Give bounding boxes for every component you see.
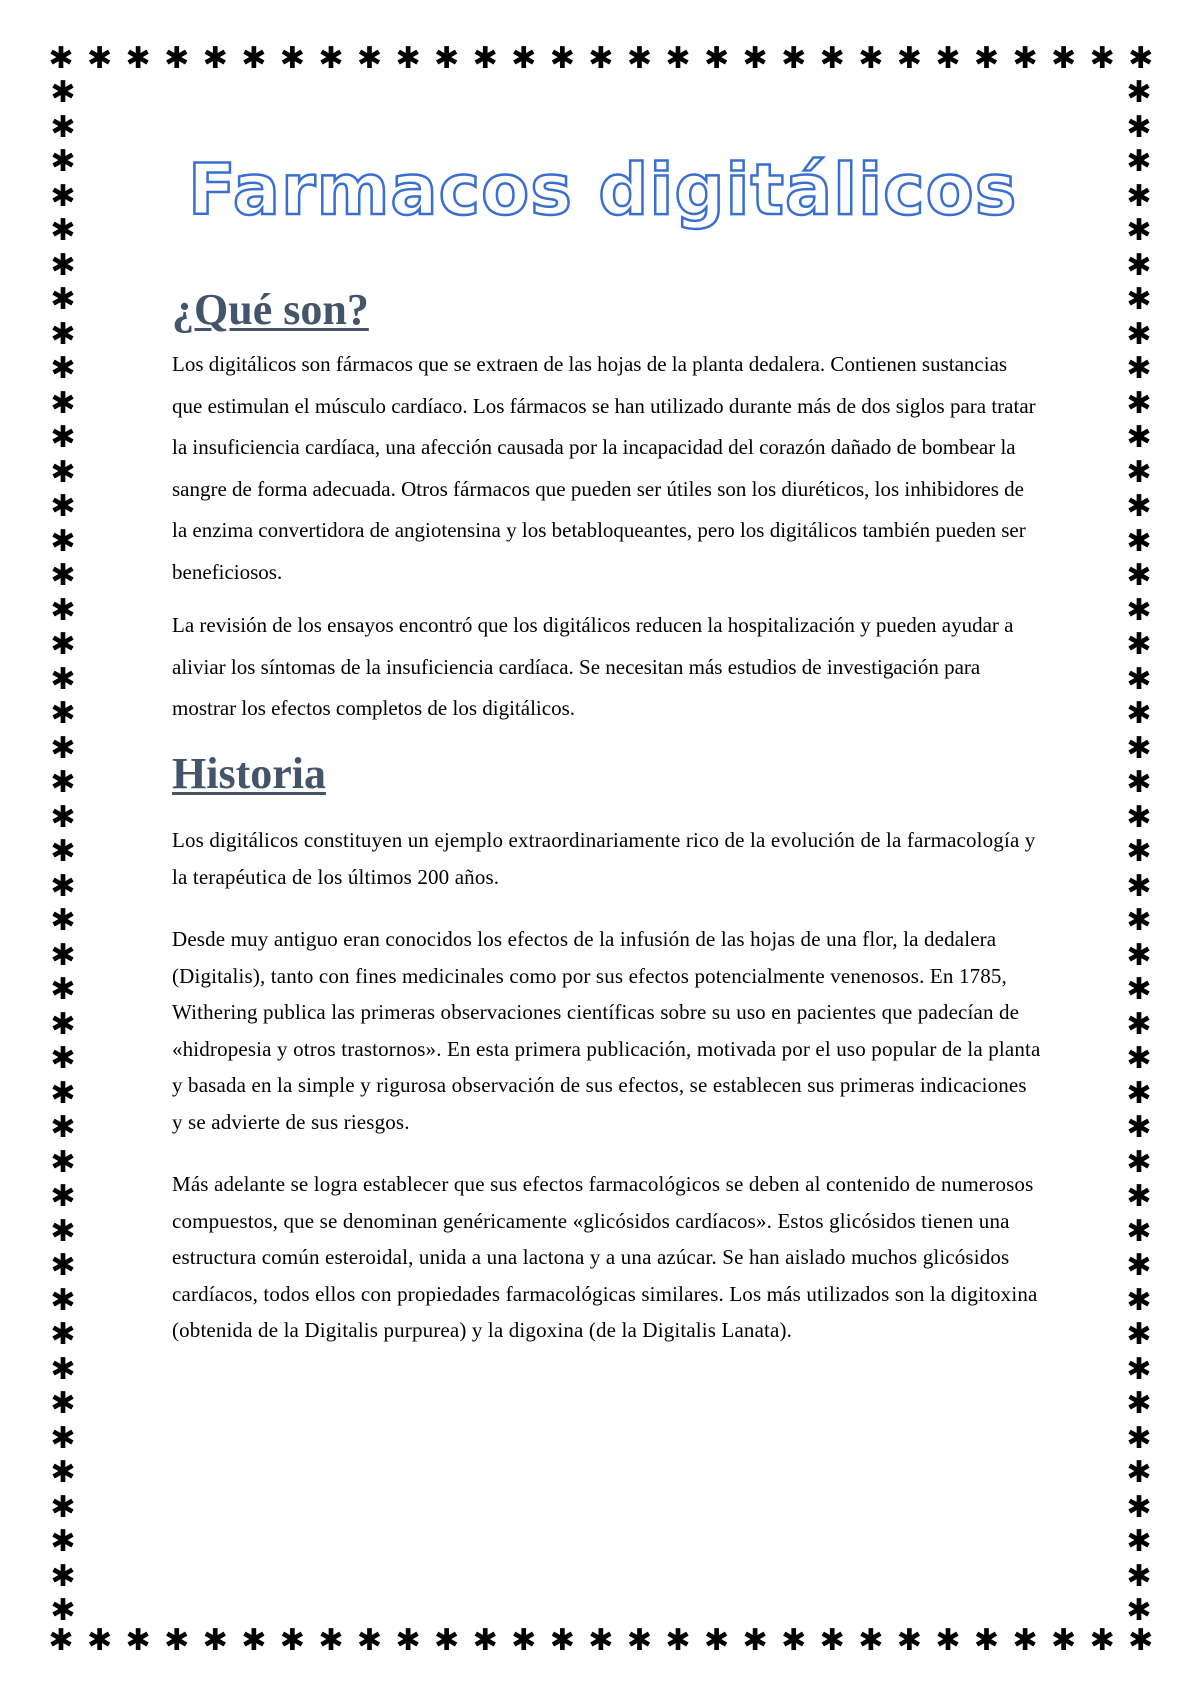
border-asterisk-icon: ✱ xyxy=(665,41,691,76)
border-asterisk-icon: ✱ xyxy=(318,41,344,76)
border-asterisk-icon: ✱ xyxy=(50,1420,76,1456)
border-asterisk-icon: ✱ xyxy=(1126,1524,1152,1559)
border-asterisk-icon: ✱ xyxy=(395,1623,421,1658)
border-asterisk-icon: ✱ xyxy=(434,1623,460,1658)
border-asterisk-icon: ✱ xyxy=(896,1623,922,1658)
border-asterisk-icon: ✱ xyxy=(1126,834,1152,869)
border-asterisk-icon: ✱ xyxy=(50,1248,76,1283)
border-asterisk-icon: ✱ xyxy=(50,1006,76,1042)
border-asterisk-icon: ✱ xyxy=(1126,489,1152,524)
border-asterisk-icon: ✱ xyxy=(1126,247,1152,283)
border-asterisk-icon: ✱ xyxy=(1126,213,1152,248)
border-asterisk-icon: ✱ xyxy=(395,41,421,76)
border-asterisk-icon: ✱ xyxy=(50,109,76,145)
border-asterisk-icon: ✱ xyxy=(50,661,76,697)
border-asterisk-icon: ✱ xyxy=(50,937,76,973)
border-asterisk-icon: ✱ xyxy=(50,1351,76,1387)
border-asterisk-icon: ✱ xyxy=(50,523,76,559)
border-asterisk-icon: ✱ xyxy=(1126,1041,1152,1076)
border-asterisk-icon: ✱ xyxy=(1128,1623,1154,1658)
border-asterisk-icon: ✱ xyxy=(1126,1593,1152,1628)
paragraph: Los digitálicos constituyen un ejemplo extraordinariamente rico de la evolución de la farmacología y la terapéutica de los últimos 200 años. xyxy=(172,828,1036,889)
paragraph: Desde muy antiguo eran conocidos los efectos de la infusión de las hojas de una flor, la dedalera (Digitalis), tanto con fines medicinales como por sus efectos potencialmente venenosos. En 1785, Withering publica las primeras observaciones científicas sobre su uso en pacientes que padecían de «hidropesia y otros trastornos». En esta primera publicación, motivada por el uso popular de la planta y basada en la simple y rigurosa observación de sus efectos, se establecen sus primeras indicaciones y se advierte de sus riesgos. xyxy=(172,927,1041,1134)
border-asterisk-icon: ✱ xyxy=(1126,1489,1152,1525)
border-asterisk-icon: ✱ xyxy=(1126,1282,1152,1318)
border-asterisk-icon: ✱ xyxy=(318,1623,344,1658)
border-asterisk-icon: ✱ xyxy=(50,1213,76,1249)
border-asterisk-icon: ✱ xyxy=(1126,1006,1152,1042)
page-border-top xyxy=(46,41,1156,78)
border-asterisk-icon: ✱ xyxy=(1126,144,1152,179)
border-asterisk-icon: ✱ xyxy=(858,1623,884,1658)
border-asterisk-icon: ✱ xyxy=(973,1623,1000,1658)
border-asterisk-icon: ✱ xyxy=(50,834,76,869)
border-asterisk-icon: ✱ xyxy=(50,1110,76,1145)
border-asterisk-icon: ✱ xyxy=(164,1623,190,1658)
border-asterisk-icon: ✱ xyxy=(50,1558,76,1594)
border-asterisk-icon: ✱ xyxy=(1126,627,1152,662)
border-asterisk-icon: ✱ xyxy=(50,1317,76,1352)
border-asterisk-icon: ✱ xyxy=(1126,1213,1152,1249)
border-asterisk-icon: ✱ xyxy=(511,1623,537,1658)
border-asterisk-icon: ✱ xyxy=(1126,1420,1152,1456)
border-asterisk-icon: ✱ xyxy=(50,972,76,1007)
border-asterisk-icon: ✱ xyxy=(665,1623,691,1658)
border-asterisk-icon: ✱ xyxy=(86,41,113,76)
border-asterisk-icon: ✱ xyxy=(50,213,76,248)
border-asterisk-icon: ✱ xyxy=(472,1623,498,1658)
border-asterisk-icon: ✱ xyxy=(50,730,76,766)
border-asterisk-icon: ✱ xyxy=(50,1455,76,1490)
border-asterisk-icon: ✱ xyxy=(50,1179,76,1214)
border-asterisk-icon: ✱ xyxy=(202,1623,228,1658)
border-asterisk-icon: ✱ xyxy=(896,41,922,76)
border-asterisk-icon: ✱ xyxy=(1126,972,1152,1007)
border-asterisk-icon: ✱ xyxy=(50,1075,76,1111)
border-asterisk-icon: ✱ xyxy=(50,489,76,524)
border-asterisk-icon: ✱ xyxy=(241,1623,267,1658)
border-asterisk-icon: ✱ xyxy=(1126,109,1152,145)
border-asterisk-icon: ✱ xyxy=(50,1386,76,1421)
border-asterisk-icon: ✱ xyxy=(356,1623,383,1658)
border-asterisk-icon: ✱ xyxy=(50,627,76,662)
border-asterisk-icon: ✱ xyxy=(1126,661,1152,697)
border-asterisk-icon: ✱ xyxy=(202,41,228,76)
border-asterisk-icon: ✱ xyxy=(1126,903,1152,938)
border-asterisk-icon: ✱ xyxy=(1126,1075,1152,1111)
border-asterisk-icon: ✱ xyxy=(50,1593,76,1628)
border-asterisk-icon: ✱ xyxy=(1126,1144,1152,1180)
border-asterisk-icon: ✱ xyxy=(48,41,74,76)
border-asterisk-icon: ✱ xyxy=(781,1623,807,1658)
border-asterisk-icon: ✱ xyxy=(356,41,383,76)
border-asterisk-icon: ✱ xyxy=(1089,1623,1115,1658)
border-asterisk-icon: ✱ xyxy=(472,41,498,76)
border-asterisk-icon: ✱ xyxy=(279,41,305,76)
paragraph: Los digitálicos son fármacos que se extraen de las hojas de la planta dedalera. Contienen sustancias que estimulan el músculo cardíaco. Los fármacos se han utilizado durante más de dos siglos para tratar la insuficiencia cardíaca, una afección causada por la incapacidad del corazón dañado de bombear la sangre de forma adecuada. Otros fármacos que pueden ser útiles son los diuréticos, los inhibidores de la enzima convertidora de angiotensina y los betabloqueantes, pero los digitálicos también pueden ser beneficiosos. xyxy=(172,352,1036,584)
border-asterisk-icon: ✱ xyxy=(1126,178,1152,214)
border-asterisk-icon: ✱ xyxy=(50,903,76,938)
border-asterisk-icon: ✱ xyxy=(50,247,76,283)
border-asterisk-icon: ✱ xyxy=(1089,41,1115,76)
border-asterisk-icon: ✱ xyxy=(50,1282,76,1318)
border-asterisk-icon: ✱ xyxy=(1126,592,1152,628)
border-asterisk-icon: ✱ xyxy=(858,41,884,76)
border-asterisk-icon: ✱ xyxy=(50,420,76,455)
paragraph: Más adelante se logra establecer que sus efectos farmacológicos se deben al contenido de numerosos compuestos, que se denominan genéricamente «glicósidos cardíacos». Estos glicósidos tienen una estructura común esteroidal, unida a una lactona y a una azúcar. Se han aislado muchos glicósidos cardíacos, todos ellos con propiedades farmacológicas similares. Los más utilizados son la digitoxina (obtenida de la Digitalis purpurea) y la digoxina (de la Digitalis Lanata). xyxy=(172,1172,1038,1343)
border-asterisk-icon: ✱ xyxy=(588,1623,614,1658)
border-asterisk-icon: ✱ xyxy=(1126,730,1152,766)
border-asterisk-icon: ✱ xyxy=(1126,868,1152,904)
border-asterisk-icon: ✱ xyxy=(50,868,76,904)
border-asterisk-icon: ✱ xyxy=(48,1623,74,1658)
border-asterisk-icon: ✱ xyxy=(50,178,76,214)
border-asterisk-icon: ✱ xyxy=(1126,1558,1152,1594)
border-asterisk-icon: ✱ xyxy=(1126,1386,1152,1421)
border-asterisk-icon: ✱ xyxy=(1126,282,1152,317)
border-asterisk-icon: ✱ xyxy=(1051,1623,1077,1658)
border-asterisk-icon: ✱ xyxy=(973,41,1000,76)
border-asterisk-icon: ✱ xyxy=(742,1623,768,1658)
border-asterisk-icon: ✱ xyxy=(50,1144,76,1180)
border-asterisk-icon: ✱ xyxy=(279,1623,305,1658)
border-asterisk-icon: ✱ xyxy=(1126,1248,1152,1283)
border-asterisk-icon: ✱ xyxy=(1126,1110,1152,1145)
border-asterisk-icon: ✱ xyxy=(1126,1179,1152,1214)
border-asterisk-icon: ✱ xyxy=(1012,1623,1038,1658)
border-asterisk-icon: ✱ xyxy=(703,41,730,76)
border-asterisk-icon: ✱ xyxy=(241,41,267,76)
border-asterisk-icon: ✱ xyxy=(50,144,76,179)
border-asterisk-icon: ✱ xyxy=(819,1623,845,1658)
border-asterisk-icon: ✱ xyxy=(1126,1317,1152,1352)
page-border-bottom xyxy=(46,1623,1156,1660)
border-asterisk-icon: ✱ xyxy=(50,454,76,490)
border-asterisk-icon: ✱ xyxy=(1012,41,1038,76)
page-border-right xyxy=(1122,75,1156,1628)
border-asterisk-icon: ✱ xyxy=(50,385,76,421)
border-asterisk-icon: ✱ xyxy=(549,41,575,76)
border-asterisk-icon: ✱ xyxy=(742,41,768,76)
border-asterisk-icon: ✱ xyxy=(1126,75,1152,110)
border-asterisk-icon: ✱ xyxy=(935,41,961,76)
border-asterisk-icon: ✱ xyxy=(125,1623,151,1658)
border-asterisk-icon: ✱ xyxy=(50,558,76,593)
border-asterisk-icon: ✱ xyxy=(50,799,76,835)
border-asterisk-icon: ✱ xyxy=(703,1623,730,1658)
border-asterisk-icon: ✱ xyxy=(1128,41,1154,76)
section-heading-que-son: ¿Qué son? xyxy=(172,285,369,334)
border-asterisk-icon: ✱ xyxy=(50,696,76,731)
border-asterisk-icon: ✱ xyxy=(1126,523,1152,559)
border-asterisk-icon: ✱ xyxy=(50,351,76,386)
border-asterisk-icon: ✱ xyxy=(1126,351,1152,386)
border-asterisk-icon: ✱ xyxy=(1126,558,1152,593)
border-asterisk-icon: ✱ xyxy=(549,1623,575,1658)
border-asterisk-icon: ✱ xyxy=(935,1623,961,1658)
paragraph: La revisión de los ensayos encontró que los digitálicos reducen la hospitalización y pueden ayudar a aliviar los síntomas de la insuficiencia cardíaca. Se necesitan más estudios de investigación para mostrar los efectos completos de los digitálicos. xyxy=(172,613,1014,721)
border-asterisk-icon: ✱ xyxy=(1126,316,1152,352)
border-asterisk-icon: ✱ xyxy=(50,765,76,800)
border-asterisk-icon: ✱ xyxy=(1126,385,1152,421)
border-asterisk-icon: ✱ xyxy=(434,41,460,76)
border-asterisk-icon: ✱ xyxy=(1126,1455,1152,1490)
border-asterisk-icon: ✱ xyxy=(1126,454,1152,490)
border-asterisk-icon: ✱ xyxy=(164,41,190,76)
border-asterisk-icon: ✱ xyxy=(1126,937,1152,973)
border-asterisk-icon: ✱ xyxy=(50,1489,76,1525)
border-asterisk-icon: ✱ xyxy=(50,592,76,628)
border-asterisk-icon: ✱ xyxy=(86,1623,113,1658)
section-heading-historia: Historia xyxy=(172,748,326,798)
border-asterisk-icon: ✱ xyxy=(1126,1351,1152,1387)
border-asterisk-icon: ✱ xyxy=(50,1524,76,1559)
border-asterisk-icon: ✱ xyxy=(626,1623,652,1658)
border-asterisk-icon: ✱ xyxy=(50,282,76,317)
border-asterisk-icon: ✱ xyxy=(50,316,76,352)
border-asterisk-icon: ✱ xyxy=(511,41,537,76)
border-asterisk-icon: ✱ xyxy=(781,41,807,76)
border-asterisk-icon: ✱ xyxy=(1051,41,1077,76)
border-asterisk-icon: ✱ xyxy=(125,41,151,76)
document-title: Farmacos digitálicos xyxy=(188,149,1018,231)
border-asterisk-icon: ✱ xyxy=(1126,420,1152,455)
border-asterisk-icon: ✱ xyxy=(819,41,845,76)
page-border-left xyxy=(46,75,80,1628)
document-body xyxy=(172,286,1042,1349)
border-asterisk-icon: ✱ xyxy=(588,41,614,76)
border-asterisk-icon: ✱ xyxy=(1126,765,1152,800)
border-asterisk-icon: ✱ xyxy=(1126,799,1152,835)
border-asterisk-icon: ✱ xyxy=(50,1041,76,1076)
border-asterisk-icon: ✱ xyxy=(626,41,652,76)
border-asterisk-icon: ✱ xyxy=(1126,696,1152,731)
border-asterisk-icon: ✱ xyxy=(50,75,76,110)
